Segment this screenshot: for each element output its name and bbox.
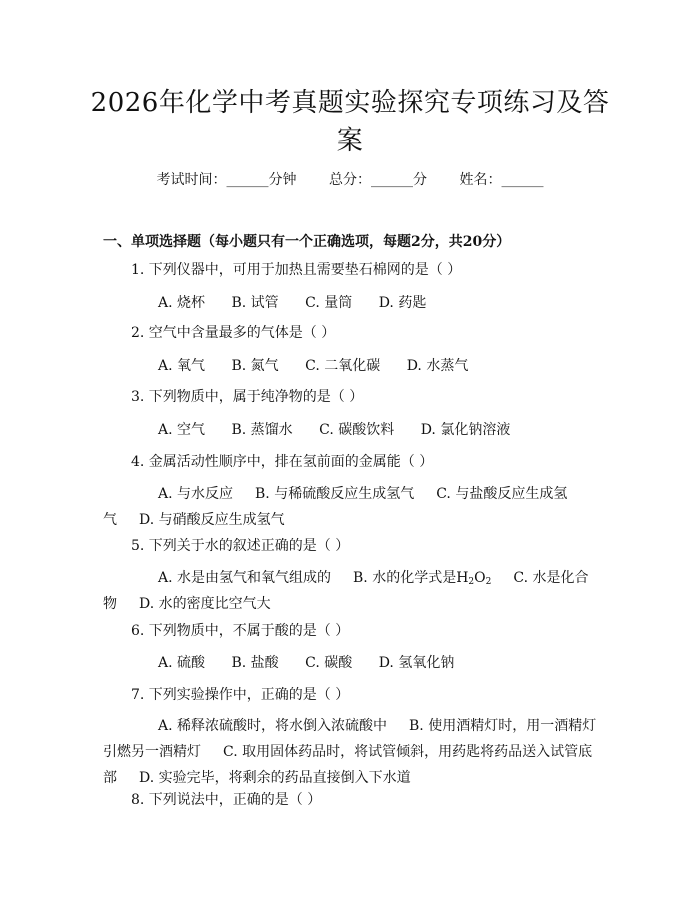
option-c: C. 碳酸	[305, 655, 353, 671]
question-5-options	[103, 565, 598, 617]
option-a: A. 空气	[158, 422, 206, 438]
option-b: B. 试管	[231, 295, 279, 311]
option-d: D. 实验完毕，将剩余的药品直接倒入下水道	[139, 770, 411, 786]
question-8-stem: 8. 下列说法中，正确的是（ ）	[131, 792, 322, 808]
question-1-stem: 1. 下列仪器中，可用于加热且需要垫石棉网的是（ ）	[131, 262, 462, 278]
option-d: D. 水的密度比空气大	[139, 596, 271, 612]
option-a: A. 与水反应	[158, 486, 234, 502]
option-b: B. 盐酸	[231, 655, 279, 671]
option-b: B. 与稀硫酸反应生成氢气	[255, 486, 415, 502]
question-6-options	[158, 653, 598, 673]
option-a: A. 烧杯	[158, 295, 206, 311]
option-d: D. 水蒸气	[406, 358, 469, 374]
option-d: D. 与硝酸反应生成氢气	[139, 512, 285, 528]
option-c: C. 与盐酸反应生成氢气	[103, 486, 568, 528]
option-c: C. 碳酸饮料	[319, 422, 395, 438]
option-c: C. 取用固体药品时，将试管倾斜，用药匙将药品送入试管底部	[103, 744, 593, 786]
option-c: C. 量筒	[305, 295, 353, 311]
exam-meta	[0, 170, 700, 190]
option-b: B. 氮气	[231, 358, 279, 374]
option-d: D. 氯化钠溶液	[420, 422, 511, 438]
option-b: B. 使用酒精灯时，用一酒精灯引燃另一酒精灯	[103, 718, 597, 760]
question-7-stem: 7. 下列实验操作中，正确的是（ ）	[131, 687, 350, 703]
question-5-stem: 5. 下列关于水的叙述正确的是（ ）	[131, 538, 350, 554]
option-c: C. 水是化合物	[103, 570, 589, 612]
question-2-stem: 2. 空气中含量最多的气体是（ ）	[131, 325, 336, 341]
total-score: 总分：______分	[329, 172, 427, 188]
option-b: B. 蒸馏水	[231, 422, 293, 438]
question-7-options	[103, 713, 598, 791]
student-name: 姓名：______	[459, 172, 544, 188]
question-6-stem: 6. 下列物质中，不属于酸的是（ ）	[131, 623, 350, 639]
option-b: B. 水的化学式是$H_2O_2$	[353, 570, 492, 587]
option-a: A. 稀释浓硫酸时，将水倒入浓硫酸中	[158, 718, 388, 734]
option-a: A. 氧气	[158, 358, 206, 374]
section-heading: 一、单项选择题（每小题只有一个正确选项，每题2分，共20分）	[103, 234, 511, 250]
exam-time: 考试时间：______分钟	[156, 172, 297, 188]
option-a: A. 硫酸	[158, 655, 206, 671]
question-4-stem: 4. 金属活动性顺序中，排在氢前面的金属能（ ）	[131, 454, 434, 470]
question-4-options	[103, 481, 598, 533]
option-d: D. 药匙	[378, 295, 427, 311]
question-2-options	[158, 356, 598, 376]
page-title: 2026年化学中考真题实验探究专项练习及答案	[90, 88, 610, 156]
option-d: D. 氢氧化钠	[378, 655, 455, 671]
question-3-stem: 3. 下列物质中，属于纯净物的是（ ）	[131, 389, 364, 405]
question-3-options	[158, 420, 598, 440]
option-c: C. 二氧化碳	[305, 358, 381, 374]
question-1-options	[158, 293, 598, 313]
option-a: A. 水是由氢气和氧气组成的	[158, 570, 332, 586]
